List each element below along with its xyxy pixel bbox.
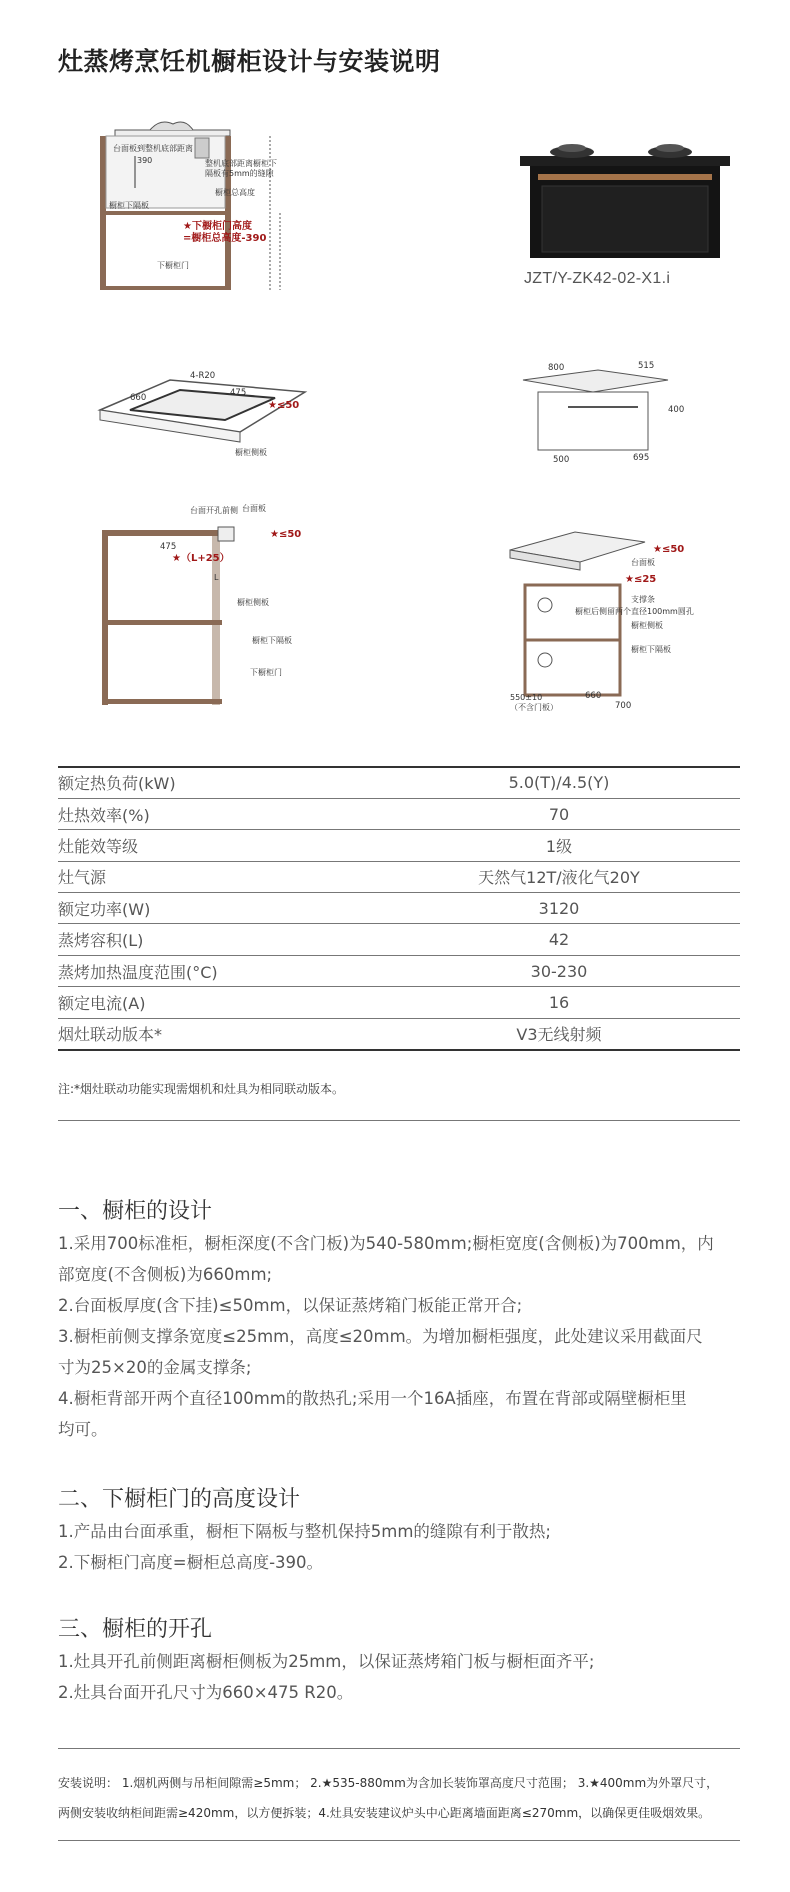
table-row (58, 1018, 740, 1049)
section-title: 一、橱柜的设计 (58, 1199, 213, 1224)
section-body (58, 1516, 748, 1578)
body-line: 2.台面板厚度(含下挂)≤50mm，以保证蒸烤箱门板能正常开合; (58, 1296, 523, 1315)
diagram3-red-label: ★≤50 (270, 529, 302, 540)
spec-value: 42 (418, 924, 740, 955)
diagram1-red-label: ★下橱柜门高度 (183, 221, 252, 232)
section-title: 二、下橱柜门的高度设计 (58, 1487, 301, 1512)
cabinet-front-section-diagram (92, 505, 332, 705)
diagram3-label: 台面开孔前侧 (190, 506, 238, 515)
divider (58, 1120, 740, 1121)
spec-key: 灶气源 (58, 861, 418, 892)
spec-key: 蒸烤容积(L) (58, 924, 418, 955)
spec-key: 额定功率(W) (58, 893, 418, 924)
product-dimension-diagram (508, 361, 738, 465)
table-row (58, 798, 740, 829)
section-title: 三、橱柜的开孔 (58, 1617, 213, 1642)
diagram5-red-label: ★≤50 (653, 544, 685, 555)
diagram4-label: 515 (638, 361, 655, 371)
spec-value: 16 (418, 987, 740, 1018)
diagram1-label: 下橱柜门 (157, 261, 189, 270)
body-line: 1.采用700标准柜，橱柜深度(不含门板)为540-580mm;橱柜宽度(含侧板)为700mm，内 (58, 1234, 714, 1253)
diagram5-label: 橱柜侧板 (631, 621, 663, 630)
body-line: 寸为25×20的金属支撑条; (58, 1358, 252, 1377)
diagram2-red-label: ★≤50 (268, 400, 300, 411)
cabinet-section-diagram (95, 118, 335, 318)
page-title: 灶蒸烤烹饪机橱柜设计与安装说明 (58, 47, 441, 76)
diagram5-label: 700 (615, 701, 632, 711)
cabinet-3d-diagram (505, 530, 745, 715)
diagram4-label: 400 (668, 405, 685, 415)
spec-value: 1级 (418, 830, 740, 861)
diagram5-label: （不含门板） (510, 703, 558, 712)
table-row (58, 830, 740, 861)
spec-key: 额定电流(A) (58, 987, 418, 1018)
body-line: 部宽度(不含侧板)为660mm; (58, 1265, 273, 1284)
diagram3-label: 橱柜侧板 (237, 598, 269, 607)
table-row (58, 924, 740, 955)
diagram5-label: 660 (585, 691, 602, 701)
diagram3-label: 下橱柜门 (250, 668, 282, 677)
diagram2-label: 660 (130, 393, 147, 403)
body-line: 4.橱柜背部开两个直径100mm的散热孔;采用一个16A插座，布置在背部或隔壁橱柜里 (58, 1389, 687, 1408)
diagram4-label: 800 (548, 363, 565, 373)
spec-value: V3无线射频 (516, 1025, 602, 1045)
body-line: 1.灶具开孔前侧距离橱柜侧板为25mm，以保证蒸烤箱门板与橱柜面齐平; (58, 1652, 595, 1671)
table-row (58, 987, 740, 1018)
diagram3-label: 橱柜下隔板 (252, 636, 292, 645)
spec-key: 灶热效率(%) (58, 798, 418, 829)
diagram1-label: 台面板到整机底部距离 (113, 144, 193, 153)
spec-value: 3120 (418, 893, 740, 924)
install-line: 安装说明： 1.烟机两侧与吊柜间隙需≥5mm； 2.★535-880mm为含加长装饰罩高度尺寸范围； 3.★400mm为外罩尺寸， (58, 1776, 719, 1790)
diagram4-label: 500 (553, 455, 570, 465)
table-row (58, 893, 740, 924)
spec-value: 5.0(T)/4.5(Y) (418, 767, 740, 798)
body-line: 2.下橱柜门高度=橱柜总高度-390。 (58, 1553, 324, 1572)
diagram5-label: 台面板 (631, 558, 655, 567)
divider (58, 1748, 740, 1749)
body-line: 1.产品由台面承重，橱柜下隔板与整机保持5mm的缝隙有利于散热; (58, 1522, 551, 1541)
body-line: 2.灶具台面开孔尺寸为660×475 R20。 (58, 1683, 354, 1702)
diagram3-label: 台面板 (242, 504, 266, 513)
diagram5-label: 支撑条 (631, 595, 655, 604)
diagram5-label: 橱柜后侧留两个直径100mm圆孔 (575, 607, 694, 616)
section-body (58, 1228, 748, 1445)
spec-value: 30-230 (418, 955, 740, 986)
spec-key: 蒸烤加热温度范围(°C) (58, 955, 418, 986)
diagram3-label: 475 (160, 542, 177, 552)
diagram3-label: L (214, 573, 219, 582)
installation-notes (58, 1768, 748, 1828)
diagram2-label: 4-R20 (190, 371, 216, 381)
diagram2-label: 橱柜侧板 (235, 448, 267, 457)
table-row (58, 767, 740, 798)
spec-value: 天然气12T/液化气20Y (418, 861, 740, 892)
diagram5-red-label: ★≤25 (625, 574, 657, 585)
diagram5-label: 550±10 (510, 693, 543, 702)
diagram1-red-label: =橱柜总高度-390 (183, 233, 267, 244)
diagram2-label: 475 (230, 388, 247, 398)
diagram1-label: 整机底部距离橱柜下 (205, 159, 277, 168)
diagram1-label: 橱柜下隔板 (109, 201, 149, 210)
table-row (58, 955, 740, 986)
diagram1-label: 橱柜总高度 (215, 188, 255, 197)
product-photo (520, 138, 730, 258)
body-line: 均可。 (58, 1420, 108, 1439)
countertop-cutout-diagram (90, 370, 330, 460)
diagram3-red-label: ★（L+25） (172, 553, 230, 564)
diagram1-label: 390 (137, 156, 153, 165)
product-model-caption: JZT/Y-ZK42-02-X1.i (524, 270, 671, 287)
spec-footnote: 注:*烟灶联动功能实现需烟机和灶具为相同联动版本。 (58, 1082, 345, 1096)
section-body (58, 1646, 748, 1708)
diagram4-label: 695 (633, 453, 650, 463)
body-line: 3.橱柜前侧支撑条宽度≤25mm，高度≤20mm。为增加橱柜强度，此处建议采用截面尺 (58, 1327, 703, 1346)
divider (58, 1840, 740, 1841)
diagram1-label: 隔板有5mm的缝隙 (205, 169, 274, 178)
table-row (58, 861, 740, 892)
spec-value: 70 (418, 798, 740, 829)
spec-key: 烟灶联动版本* (58, 1025, 163, 1045)
spec-key: 额定热负荷(kW) (58, 767, 418, 798)
install-line: 两侧安装收纳柜间距需≥420mm，以方便拆装；4.灶具安装建议炉头中心距离墙面距离≤270mm，以确保更佳吸烟效果。 (58, 1806, 711, 1820)
spec-table (58, 766, 740, 1051)
diagram5-label: 橱柜下隔板 (631, 645, 671, 654)
spec-key: 灶能效等级 (58, 830, 418, 861)
